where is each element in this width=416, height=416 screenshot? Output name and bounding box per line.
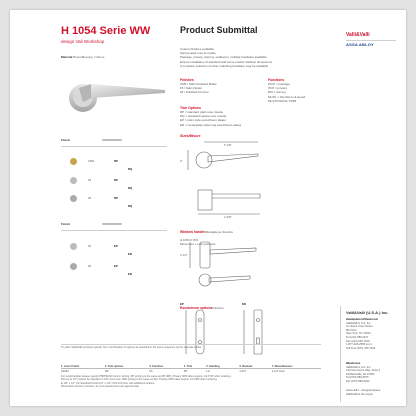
trim-option: RP = standard plain rose rosette <box>180 110 224 114</box>
submittal-heading: Product Submittal <box>180 25 258 35</box>
feature-item: Spring rated rose & rosette <box>180 51 216 56</box>
escutcheon-code: EP <box>180 302 184 306</box>
trim-heading: Trim Options <box>180 106 201 110</box>
hq-line: Fax (212) 226 7919 <box>346 339 370 343</box>
escutcheon-code: ER <box>242 302 246 306</box>
dim-label-height: 3 1/2" <box>180 253 188 257</box>
column-header: 5. Handing <box>206 365 239 369</box>
finishes-block <box>180 78 217 95</box>
table-row <box>61 369 321 373</box>
company-brand: Valli&Valli (U.S.A.) Inc. <box>346 310 389 315</box>
logo-divider <box>346 40 396 41</box>
feature-item: Ensure installation of standard and some custom backset dimensions <box>180 59 273 64</box>
warehouse-line: Valli&Valli U.S.A. Inc. <box>346 365 372 369</box>
feature-item: A complete selection of other matching hardware may be available <box>180 63 269 68</box>
hq-label: Headquarters/Showroom <box>346 318 378 321</box>
feature-item: Custom finishes available <box>180 47 215 51</box>
functions-block <box>268 78 305 103</box>
sizes-heading: Sizes/Misure <box>180 134 201 138</box>
footnote-item: RQ (up to 16" Inserts) be standard in 1/8" pivot rose. FRD pricing is the same as RQ. Privacy FRD stiles require 1/2 FRD when ordering. <box>61 378 218 382</box>
lever-hero-image <box>61 62 167 122</box>
hq-line: Valli&Valli U.S.A. Inc. <box>346 321 372 325</box>
trim-code: ER <box>128 272 132 276</box>
table-cell: 2-1/4" Door <box>271 369 285 373</box>
trim-option: EP = plain style escutcheon plates <box>180 118 226 123</box>
table-cell: H1054 <box>61 369 69 373</box>
dim-label-rose: 2" <box>180 159 183 163</box>
material-line <box>61 55 104 59</box>
footnote-item: For small handles please specify PB/PBL/NC lock in writing. RP printing is the same as RP (RP). Privacy SFB stiles require: 1/2 TOP when ordering. <box>61 375 232 378</box>
function-option: ML/PL = thumbturn & keyed <box>268 94 306 99</box>
hq-line: 1-877-326-2565 ext 1 <box>346 343 372 347</box>
footnote-item: Dimensions shown in inches / in mm/measurement are approximate. <box>61 385 140 389</box>
finishes-heading: Finishes <box>180 78 194 82</box>
function-option: PCP = privacy <box>268 86 288 91</box>
valli-logo: Valli&Valli <box>346 32 370 38</box>
trim-code: RQ <box>128 204 133 208</box>
trim-code: EP <box>114 264 118 268</box>
column-header: 6. Backset <box>240 365 272 369</box>
trim-code: RP <box>114 178 118 182</box>
company-web-block <box>346 389 398 396</box>
feature-item: Passage, privacy, dummy, endlevers, multiple hardware available <box>180 55 267 60</box>
finish-section-label: Finish <box>61 138 70 142</box>
trim-code: ER <box>128 252 132 256</box>
product-title: H 1054 Serie WW <box>61 25 151 37</box>
finish-option: 26 / Polished Chrome <box>180 90 209 95</box>
trim-option: ER = rectangular style long escutcheon plates <box>180 122 242 127</box>
table-cell: RP <box>183 369 188 373</box>
footnotes <box>61 346 331 349</box>
escutcheon-heading-it: /Opzioni <box>212 306 224 310</box>
warehouse-label: Warehouse <box>346 362 361 365</box>
lever-thumbnail <box>102 139 122 141</box>
finish-code: 26 <box>88 264 92 268</box>
product-designer: design Vali Workshop <box>61 39 105 44</box>
table-cell: 2-3/4" <box>239 369 247 373</box>
table-cell: LH <box>206 369 210 373</box>
footnote-item: E 1/8" x 1/2" UK Standard Finish 1/2" x 1/2" ON FCO Door with additional options. <box>61 381 156 385</box>
hq-line: Toll Free (877) 226 7919 <box>346 346 376 350</box>
divider <box>61 146 167 147</box>
warehouse-line: Fax (973) 869-0202 <box>346 379 370 383</box>
window-heading-it: /Maniglia per finestra <box>204 230 233 234</box>
function-option: DM = dummy <box>268 90 286 95</box>
trim-code: RQ <box>128 186 133 190</box>
window-handle-drawing <box>180 236 300 294</box>
finish-swatch-15 <box>70 243 77 250</box>
assa-abloy-logo: ASSA ABLOY <box>346 42 374 47</box>
function-option: PCW = passage <box>268 82 290 86</box>
column-header: 4. Trim <box>184 365 207 369</box>
finish-option: 15 / Satin Nickel <box>180 86 202 91</box>
column-divider <box>340 306 341 402</box>
divider <box>61 344 321 345</box>
finish-swatch-26 <box>70 195 77 202</box>
company-note: Valli&Valli is the expert <box>346 392 373 396</box>
hq-line: c/o Stone Crest Street <box>346 325 373 329</box>
trim-option: RQ = standard square rose rosette <box>180 114 227 119</box>
column-header: 3. Function <box>149 365 183 369</box>
warehouse-line: 144 Commerce Way, Suite 3 <box>346 369 381 373</box>
company-web: www.valli.it - designed.space <box>346 389 381 392</box>
finish-code: 26 <box>88 196 92 200</box>
finish-swatch-cm6 <box>70 158 77 165</box>
footnotes-extra <box>61 375 331 389</box>
table-cell: RP <box>104 369 109 373</box>
finish-option: CM6 / Satin Polished Brass <box>180 82 217 86</box>
function-option: ML/L/PCR/C/F, TRIM <box>268 98 297 103</box>
warehouse-line: Fairfield Hills, NJ 07004 <box>346 372 375 376</box>
functions-heading: Functions <box>268 78 285 82</box>
lever-dimension-drawing <box>180 140 300 220</box>
finish-section-label: Finish <box>61 222 70 226</box>
finish-swatch-15 <box>70 177 77 184</box>
warehouse-line: Tel (973) 860-6575 <box>346 376 369 380</box>
dim-label-projection: 2 3/8" <box>224 215 232 219</box>
trim-code: EP <box>114 244 118 248</box>
finish-code: 15 <box>88 178 92 182</box>
hq-line: New York, NY 10001 <box>346 332 371 336</box>
finish-swatch-26 <box>70 263 77 270</box>
window-heading: Window handle <box>180 230 205 234</box>
column-header: 1. Lever Finish <box>61 365 105 369</box>
trim-code: RP <box>114 196 118 200</box>
column-header: 2. Trim options <box>105 365 149 369</box>
hq-line: Tel (212) 686 4447 <box>346 335 369 339</box>
escutcheon-heading: Escutcheon options <box>180 306 213 310</box>
window-note: Movement + lock positions <box>180 242 216 247</box>
dim-label-length: 5 1/8" <box>224 143 232 147</box>
window-model: H 1054 F WS <box>180 238 199 242</box>
trim-code: RQ <box>128 167 133 171</box>
submittal-sheet <box>10 10 406 406</box>
footnote-item: To order Valli&Valli products specify: first, combination of options as specified in the same sequence as the example below: <box>61 346 202 349</box>
lever-thumbnail <box>102 223 122 225</box>
divider <box>61 230 167 231</box>
order-example-table <box>61 365 321 373</box>
trim-code: RP <box>114 159 118 163</box>
escutcheon-drawing <box>180 306 300 358</box>
finish-code: CM6 <box>88 159 94 163</box>
hq-line: 8th Floor <box>346 328 357 332</box>
headquarters-block <box>346 318 398 350</box>
material-value: Brass/Messing / Ottone <box>73 55 105 59</box>
table-cell: PA <box>149 369 153 373</box>
column-header: 7. Miscellaneous <box>272 365 321 369</box>
warehouse-block <box>346 362 398 384</box>
finish-code: 15 <box>88 244 92 248</box>
feature-list <box>180 47 330 68</box>
trim-block <box>180 106 241 127</box>
material-label: Material <box>61 55 73 59</box>
